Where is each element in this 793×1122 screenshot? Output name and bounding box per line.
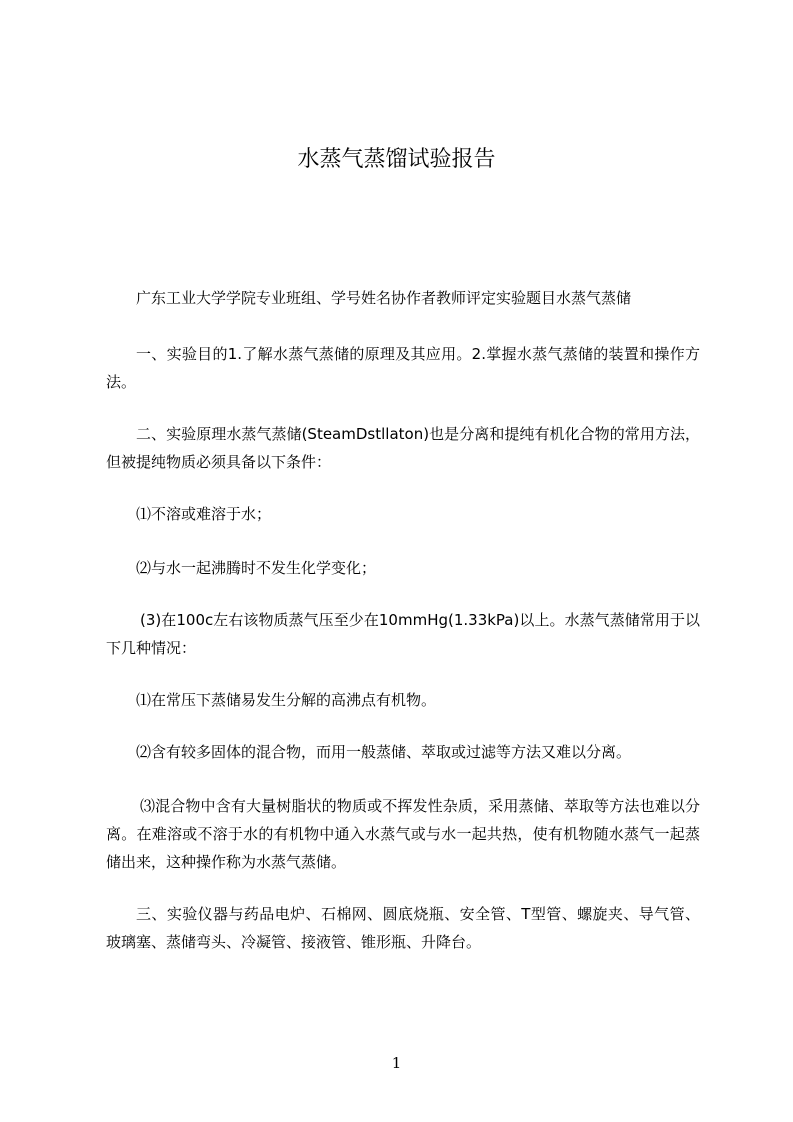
condition-1: ⑴不溶或难溶于水； <box>136 505 272 523</box>
document-title: 水蒸气蒸馏试验报告 <box>297 147 496 172</box>
header-info-paragraph: 广东工业大学学院专业班组、学号姓名协作者教师评定实验题目水蒸气蒸储 <box>136 289 632 307</box>
page-number: 1 <box>391 1054 402 1072</box>
case-3: ⑶混合物中含有大量树脂状的物质或不挥发性杂质，采用蒸储、萃取等方法也难以分离。在难溶或不溶于水的有机物中通入水蒸气或与水一起共热，使有机物随水蒸气一起蒸储出来，这种操作称为水蒸气蒸储。 <box>106 797 700 871</box>
principle-paragraph: 二、实验原理水蒸气蒸储(SteamDstllaton)也是分离和提纯有机化合物的常用方法，但被提纯物质必须具备以下条件： <box>106 425 700 471</box>
condition-2: ⑵与水一起沸腾时不发生化学变化； <box>136 559 377 577</box>
case-1: ⑴在常压下蒸储易发生分解的高沸点有机物。 <box>136 691 437 709</box>
condition-3: (3)在100c左右该物质蒸气压至少在10mmHg(1.33kPa)以上。水蒸气蒸储常用于以下几种情况： <box>106 611 700 657</box>
apparatus-paragraph: 三、实验仪器与药品电炉、石棉网、圆底烧瓶、安全管、T型管、螺旋夹、导气管、玻璃塞、蒸储弯头、冷凝管、接液管、锥形瓶、升降台。 <box>106 905 700 951</box>
case-2: ⑵含有较多固体的混合物，而用一般蒸储、萃取或过滤等方法又难以分离。 <box>136 743 632 761</box>
objective-paragraph: 一、实验目的1.了解水蒸气蒸储的原理及其应用。2.掌握水蒸气蒸储的装置和操作方法。 <box>106 345 700 391</box>
